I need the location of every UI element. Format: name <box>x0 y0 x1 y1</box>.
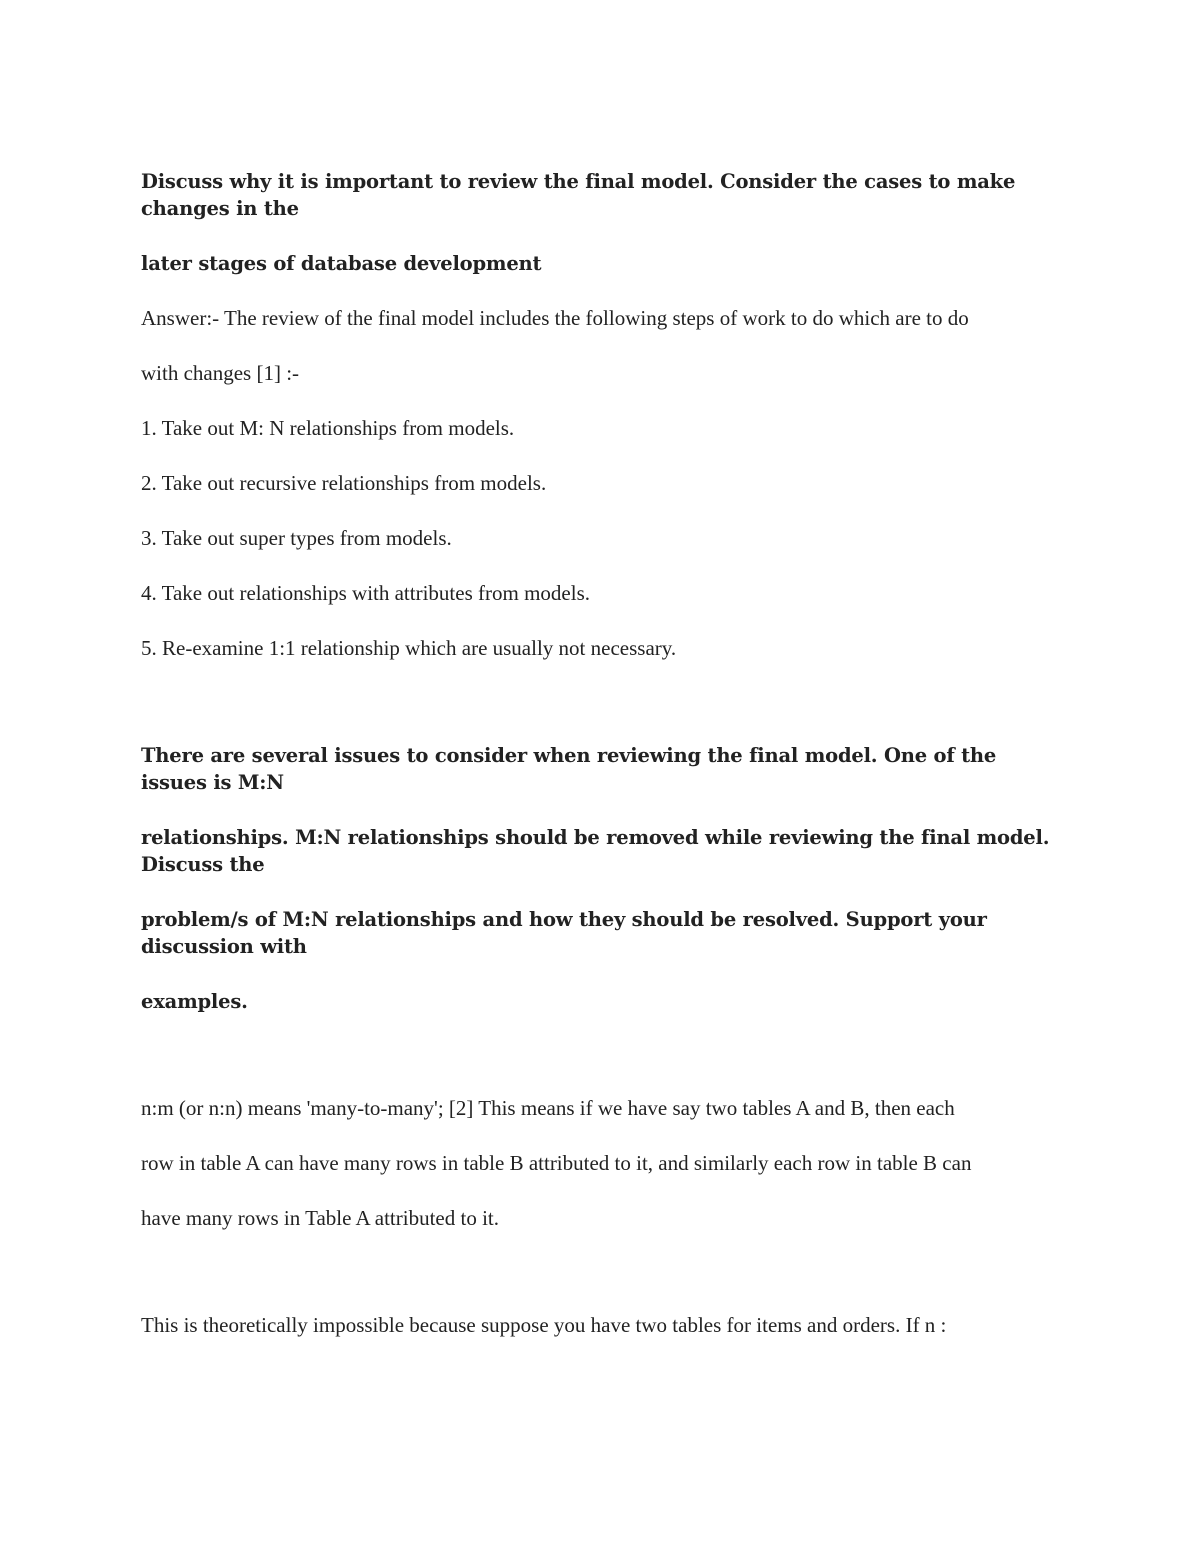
answer1-step-2: 2. Take out recursive relationships from models. <box>141 471 547 495</box>
answer1-step-3: 3. Take out super types from models. <box>141 526 452 550</box>
question1-line1: Discuss why it is important to review the final model. Consider the cases to make changes in the <box>141 170 1016 220</box>
document-body <box>141 168 1061 1339</box>
question2-line1: There are several issues to consider when reviewing the final model. One of the issues is M:N <box>141 744 997 794</box>
question2-line4: examples. <box>141 990 248 1013</box>
question2-line3: problem/s of M:N relationships and how they should be resolved. Support your discussion with <box>141 908 987 958</box>
answer1-intro2: with changes [1] :- <box>141 361 300 385</box>
answer2-line2: row in table A can have many rows in table B attributed to it, and similarly each row in table B can <box>141 1151 972 1175</box>
answer2-line1: n:m (or n:n) means 'many-to-many'; [2] This means if we have say two tables A and B, then each <box>141 1096 955 1120</box>
answer1-step-4: 4. Take out relationships with attributes from models. <box>141 581 590 605</box>
question1-line2: later stages of database development <box>141 252 542 275</box>
answer1-intro: Answer:- The review of the final model includes the following steps of work to do which are to do <box>141 306 969 330</box>
answer1-step-5: 5. Re-examine 1:1 relationship which are usually not necessary. <box>141 636 677 660</box>
answer1-step-1: 1. Take out M: N relationships from models. <box>141 416 515 440</box>
answer2-line3: have many rows in Table A attributed to it. <box>141 1206 499 1230</box>
answer2-line4: This is theoretically impossible because suppose you have two tables for items and orders. If n : <box>141 1313 947 1337</box>
question2-line2: relationships. M:N relationships should be removed while reviewing the final model. Discuss the <box>141 826 1050 876</box>
